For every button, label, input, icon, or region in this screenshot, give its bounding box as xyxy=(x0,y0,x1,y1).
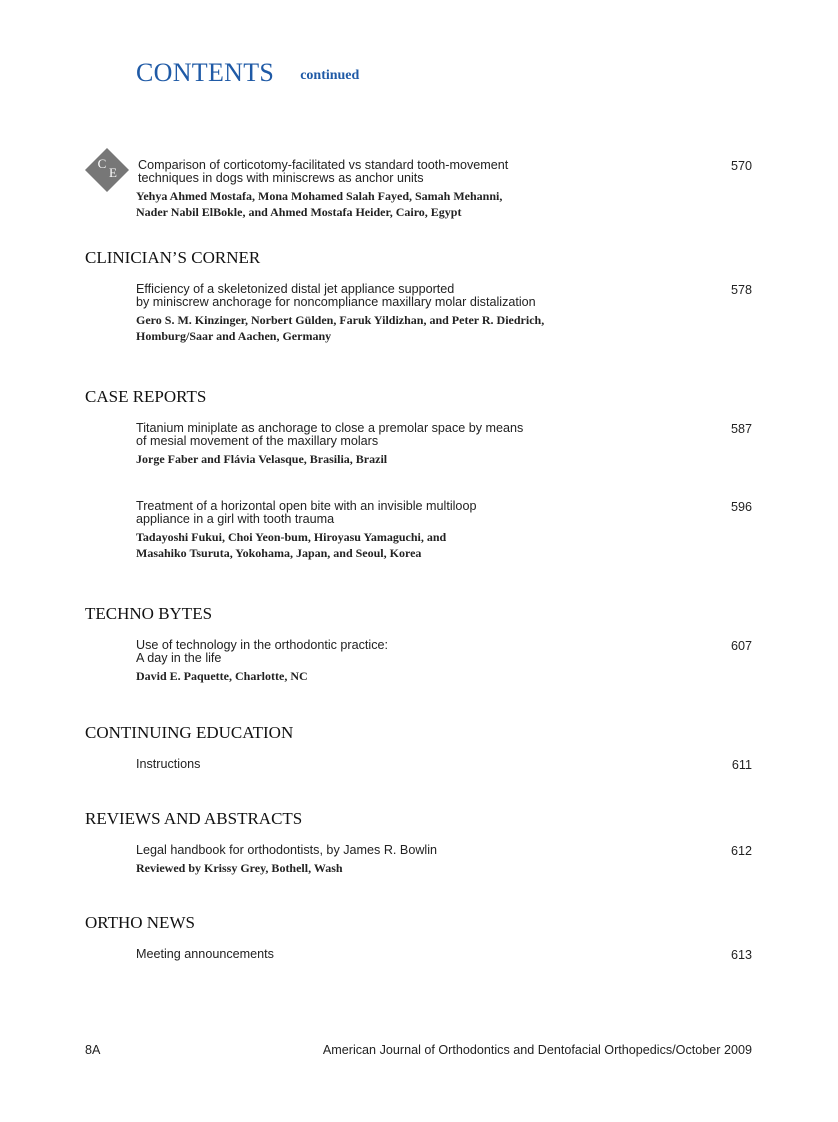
entry-title-line: Legal handbook for orthodontists, by James R. Bowlin xyxy=(136,843,438,857)
entry-title-line: appliance in a girl with tooth trauma xyxy=(136,512,335,526)
entry-title-line: Meeting announcements xyxy=(136,947,274,961)
section-title-clinicians-corner: CLINICIAN’S CORNER xyxy=(85,248,261,267)
entry-authors-line: Nader Nabil ElBokle, and Ahmed Mostafa Heider, Cairo, Egypt xyxy=(136,205,462,219)
entry-authors-line: Homburg/Saar and Aachen, Germany xyxy=(136,329,332,343)
entry-title-line: of mesial movement of the maxillary molars xyxy=(136,434,379,448)
entry-authors-line: Yehya Ahmed Mostafa, Mona Mohamed Salah Fayed, Samah Mehanni, xyxy=(136,189,503,203)
toc-entry[interactable] xyxy=(136,639,752,684)
footer-journal-name: American Journal of Orthodontics and Dentofacial Orthopedics/October 2009 xyxy=(322,1043,752,1057)
page-title: CONTENTS xyxy=(136,58,275,87)
entry-authors-line: Gero S. M. Kinzinger, Norbert Gülden, Faruk Yildizhan, and Peter R. Diedrich, xyxy=(136,313,545,327)
entry-page-number: 570 xyxy=(730,159,752,173)
entry-authors-line: David E. Paquette, Charlotte, NC xyxy=(136,669,308,683)
entry-page-number: 611 xyxy=(731,758,752,772)
entry-page-number: 607 xyxy=(730,639,752,653)
entry-title-line: by miniscrew anchorage for noncompliance maxillary molar distalization xyxy=(136,295,536,309)
toc-entry[interactable] xyxy=(136,283,752,344)
entry-title-line: Instructions xyxy=(136,757,201,771)
toc-entry[interactable] xyxy=(136,422,752,467)
toc-entry[interactable] xyxy=(136,500,752,561)
entry-title-line: Titanium miniplate as anchorage to close a premolar space by means xyxy=(136,421,524,435)
entry-title-line: Treatment of a horizontal open bite with an invisible multiloop xyxy=(136,499,477,513)
section-title-case-reports: CASE REPORTS xyxy=(85,387,207,406)
continuing-education-icon xyxy=(84,147,130,193)
entry-title-line: Use of technology in the orthodontic practice: xyxy=(136,638,389,652)
section-title-techno-bytes: TECHNO BYTES xyxy=(85,604,213,623)
entry-authors-line: Masahiko Tsuruta, Yokohama, Japan, and Seoul, Korea xyxy=(136,546,422,560)
entry-page-number: 587 xyxy=(730,422,752,436)
toc-entry[interactable] xyxy=(136,844,752,876)
footer-page-number: 8A xyxy=(85,1043,101,1057)
toc-entry[interactable] xyxy=(136,758,752,771)
entry-page-number: 613 xyxy=(730,948,752,962)
toc-entry[interactable] xyxy=(136,948,752,961)
entry-title-line: A day in the life xyxy=(136,651,222,665)
entry-page-number: 596 xyxy=(730,500,752,514)
entry-title-line: Efficiency of a skeletonized distal jet appliance supported xyxy=(136,282,455,296)
continued-label: continued xyxy=(300,68,360,83)
badge-letter-e: E xyxy=(109,165,117,180)
section-title-ortho-news: ORTHO NEWS xyxy=(85,913,195,932)
entry-page-number: 612 xyxy=(730,844,752,858)
entry-authors-line: Tadayoshi Fukui, Choi Yeon-bum, Hiroyasu Yamaguchi, and xyxy=(136,530,447,544)
entry-title-line: techniques in dogs with miniscrews as anchor units xyxy=(138,171,424,185)
section-title-continuing-education: CONTINUING EDUCATION xyxy=(85,723,294,742)
badge-letter-c: C xyxy=(97,156,107,171)
entry-authors-line: Reviewed by Krissy Grey, Bothell, Wash xyxy=(136,861,343,875)
entry-title-line: Comparison of corticotomy-facilitated vs standard tooth-movement xyxy=(138,158,509,172)
section-title-reviews-and-abstracts: REVIEWS AND ABSTRACTS xyxy=(85,809,303,828)
entry-page-number: 578 xyxy=(730,283,752,297)
entry-authors-line: Jorge Faber and Flávia Velasque, Brasilia, Brazil xyxy=(136,452,388,466)
toc-entry[interactable] xyxy=(138,159,752,220)
page-header xyxy=(136,58,359,88)
